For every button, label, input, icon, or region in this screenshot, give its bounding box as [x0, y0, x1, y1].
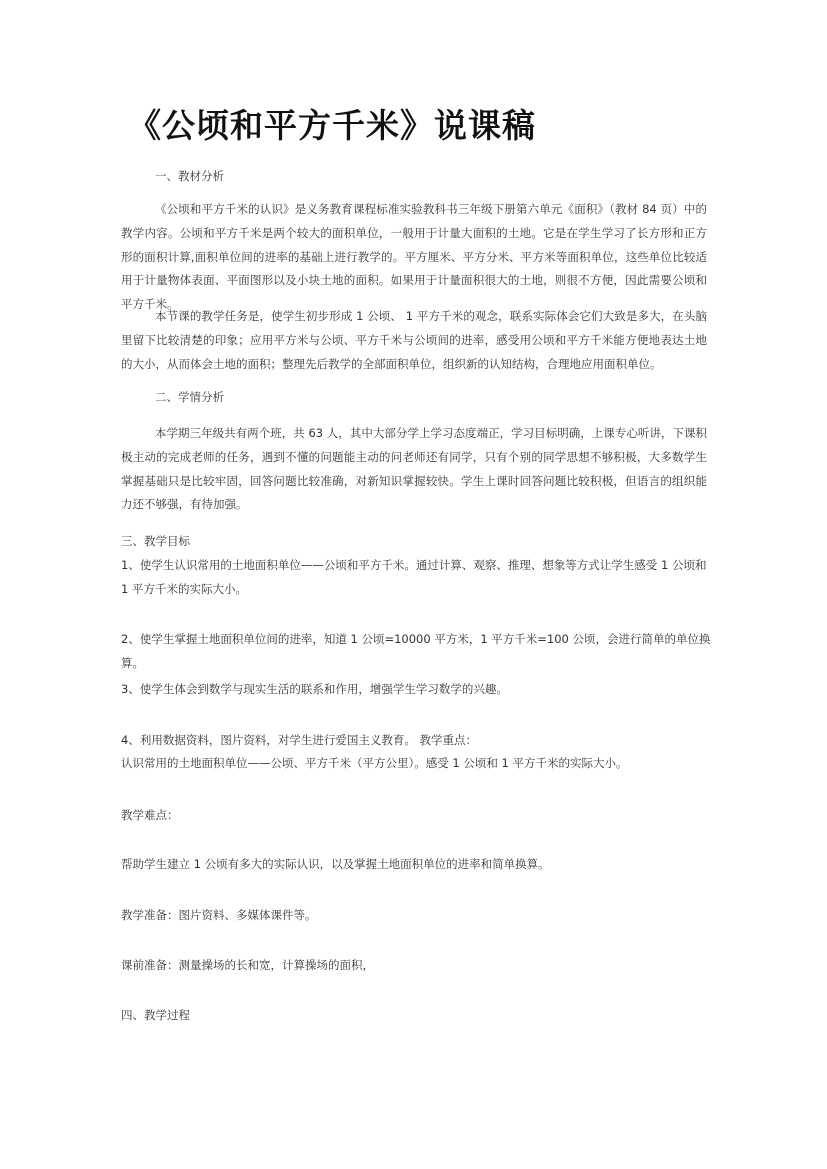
document-title: 《公顷和平方千米》说课稿 — [128, 106, 536, 145]
paragraph-student-analysis: 本学期三年级共有两个班，共 63 人，其中大部分学上学习态度端正，学习目标明确，上课专心听讲，下课积极主动的完成老师的任务，遇到不懂的问题能主动的问老师还有同学，只有个别的同学思想不够积极，大多数学生掌握基础只是比较牢固，回答问题比较准确，对新知识掌握较快。学生上课时回答问题比较积极，但语言的组织能力还不够强，有待加强。 — [121, 426, 707, 512]
section-heading-textbook-analysis: 一、教材分析 — [155, 169, 224, 183]
difficulty-label: 教学难点： — [121, 808, 179, 822]
goal-3: 3、使学生体会到数学与现实生活的联系和作用，增强学生学习数学的兴趣。 — [121, 682, 508, 696]
goal-4: 4、利用数据资料，图片资料，对学生进行爱国主义教育。 教学重点： — [121, 733, 477, 747]
goal-1: 1、使学生认识常用的土地面积单位——公顷和平方千米。通过计算、观察、推理、想象等方式让学生感受 1 公顷和 1 平方千米的实际大小。 — [121, 558, 707, 596]
teaching-preparation: 教学准备：图片资料、多媒体课件等。 — [121, 908, 317, 922]
section-heading-teaching-process: 四、教学过程 — [121, 1008, 190, 1022]
paragraph-textbook-analysis-2: 本节课的教学任务是，使学生初步形成 1 公顷、 1 平方千米的观念，联系实际体会它们大致是多大，在头脑里留下比较清楚的印象；应用平方米与公顷、平方千米与公顷间的进率，感受用公顷和平方千米能方便地表达土地的大小，从而体会土地的面积；整理先后教学的全部面积单位，组织新的认知结构，合理地应用面积单位。 — [121, 309, 707, 371]
goal-2: 2、使学生掌握土地面积单位间的进率，知道 1 公顷=10000 平方米，1 平方千米=100 公顷，会进行简单的单位换算。 — [121, 632, 711, 670]
preclass-preparation: 课前准备：测量操场的长和宽，计算操场的面积， — [121, 958, 374, 972]
key-point: 认识常用的土地面积单位——公顷、平方千米（平方公里）。感受 1 公顷和 1 平方千米的实际大小。 — [121, 756, 628, 770]
section-heading-student-analysis: 二、学情分析 — [155, 390, 224, 404]
paragraph-textbook-analysis-1: 《公顷和平方千米的认识》是义务教育课程标准实验教科书三年级下册第六单元《面积》（教材 84 页）中的教学内容。公顷和平方千米是两个较大的面积单位，一般用于计量大面积的土地。它是在学生学习了长方形和正方形的面积计算,面积单位间的进率的基础上进行教学的。平方厘米、平方分米、平方米等面积单位，这些单位比较适用于计量物体表面、平面图形以及小块土地的面积。如果用于计量面积很大的土地，则很不方便，因此需要公顷和平方千米。 — [121, 202, 707, 312]
section-heading-teaching-goals: 三、教学目标 — [121, 534, 190, 548]
difficulty-text: 帮助学生建立 1 公顷有多大的实际认识，以及掌握土地面积单位的进率和简单换算。 — [121, 857, 550, 871]
